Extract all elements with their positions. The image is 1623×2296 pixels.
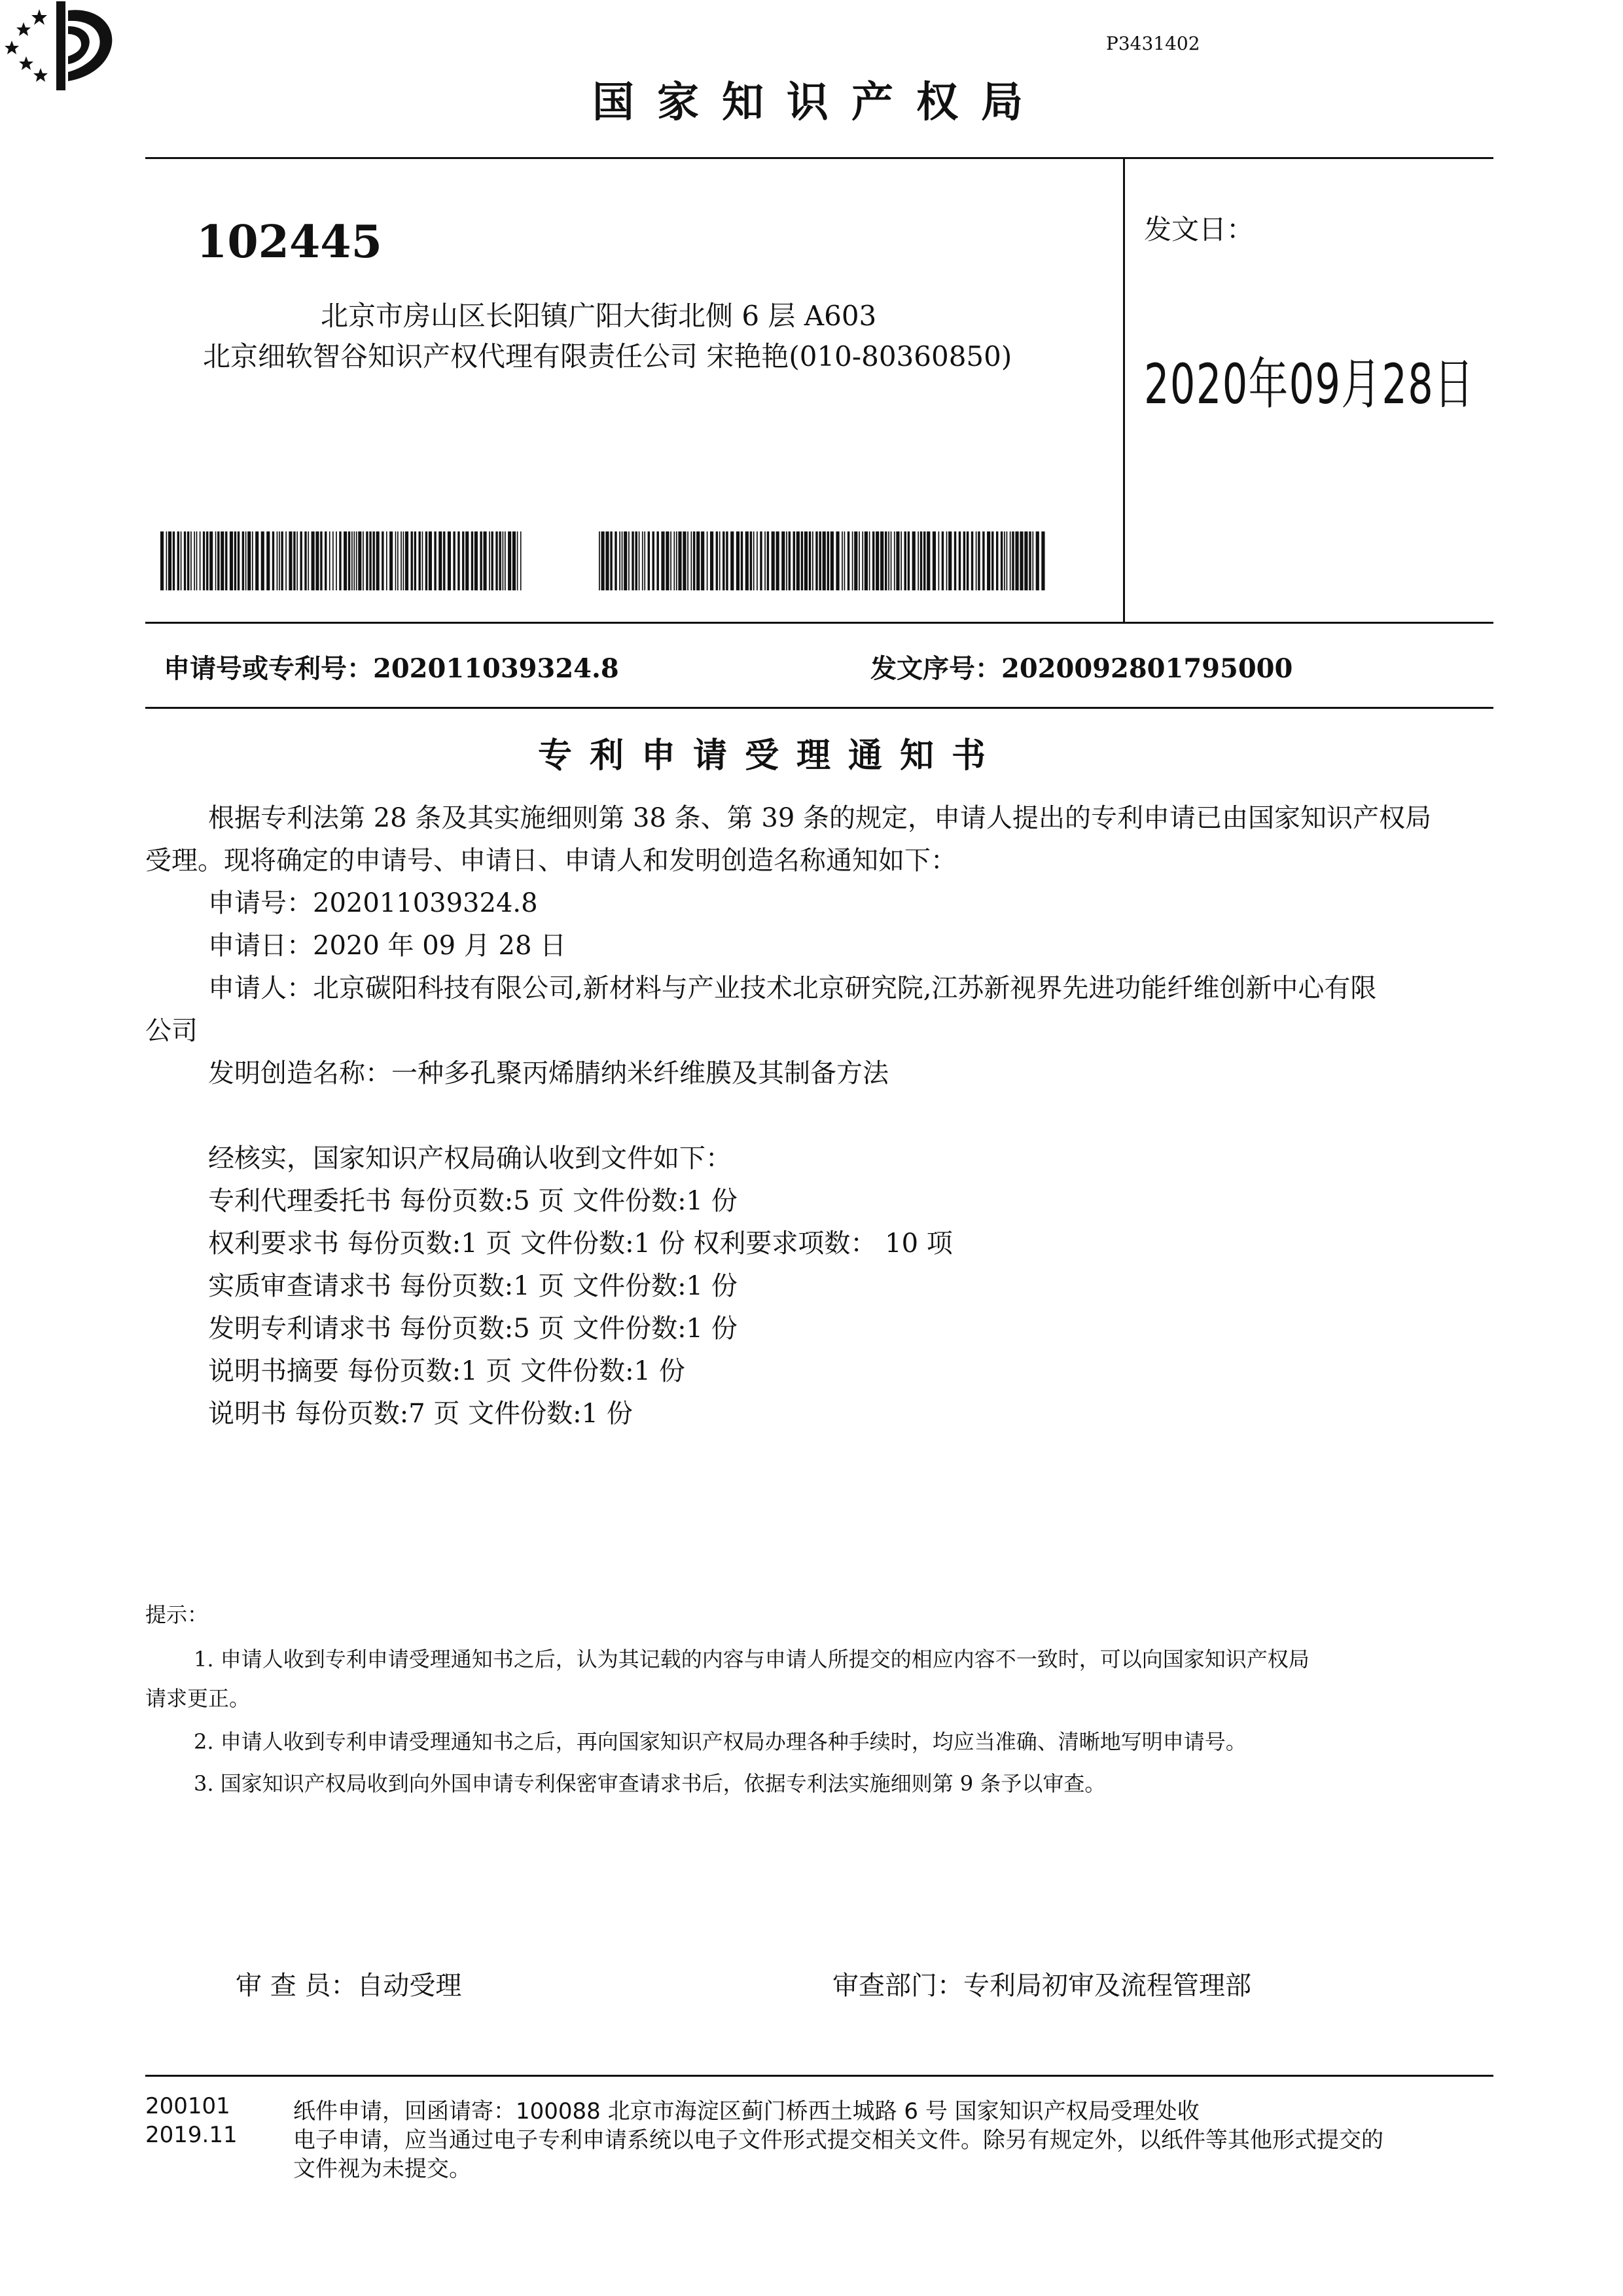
office-title: 国家知识产权局 bbox=[592, 79, 1046, 127]
cnipa-logo bbox=[0, 0, 131, 92]
star-icon bbox=[31, 9, 47, 25]
serial-number: 2020092801795000 bbox=[1001, 653, 1293, 684]
divider bbox=[145, 707, 1493, 709]
notice-title: 专利申请受理通知书 bbox=[538, 736, 1004, 776]
issue-date-label: 发文日： bbox=[1144, 213, 1255, 245]
footer-paper-filing: 纸件申请，回函请寄：100088 北京市海淀区蓟门桥西土城路 6 号 国家知识产权局受理处收 bbox=[293, 2098, 1200, 2125]
received-file-item: 实质审查请求书 每份页数:1 页 文件份数:1 份 bbox=[208, 1271, 738, 1301]
postcode: 102445 bbox=[196, 216, 382, 268]
footer-electronic-filing: 电子申请，应当通过电子专利申请系统以电子文件形式提交相关文件。除另有规定外，以纸件等其他形式提交的 bbox=[293, 2127, 1383, 2153]
divider bbox=[145, 2075, 1493, 2077]
received-file-item: 说明书摘要 每份页数:1 页 文件份数:1 份 bbox=[208, 1356, 685, 1386]
application-number-line bbox=[164, 648, 619, 685]
barcode bbox=[160, 531, 524, 590]
notice-intro: 根据专利法第 28 条及其实施细则第 38 条、第 39 条的规定，申请人提出的专利申请已由国家知识产权局 bbox=[208, 803, 1431, 833]
divider bbox=[145, 157, 1493, 159]
application-number-field: 申请号：202011039324.8 bbox=[208, 888, 538, 918]
applicants-field: 申请人：北京碳阳科技有限公司,新材料与产业技术北京研究院,江苏新视界先进功能纤维创新中心有限 bbox=[208, 973, 1377, 1003]
footer-electronic-filing-cont: 文件视为未提交。 bbox=[293, 2156, 471, 2182]
filing-date-field: 申请日：2020 年 09 月 28 日 bbox=[208, 931, 567, 961]
tip-item: 3. 国家知识产权局收到向外国申请专利保密审查请求书后，依据专利法实施细则第 9 条予以审查。 bbox=[194, 1771, 1106, 1796]
received-file-item: 专利代理委托书 每份页数:5 页 文件份数:1 份 bbox=[208, 1186, 738, 1216]
serial-number-label: 发文序号： bbox=[870, 653, 1001, 684]
divider bbox=[1123, 157, 1125, 623]
tip-item-cont: 请求更正。 bbox=[145, 1686, 251, 1711]
star-icon bbox=[19, 56, 33, 70]
form-version-date: 2019.11 bbox=[145, 2122, 238, 2148]
received-files-intro: 经核实，国家知识产权局确认收到文件如下： bbox=[208, 1143, 732, 1174]
serial-number-line bbox=[870, 648, 1293, 685]
tips-label: 提示： bbox=[145, 1602, 209, 1627]
star-icon bbox=[33, 68, 48, 82]
ip-emblem-icon bbox=[56, 1, 65, 90]
recipient-agency: 北京细软智谷知识产权代理有限责任公司 宋艳艳(010-80360850) bbox=[203, 340, 1012, 372]
star-icon bbox=[5, 41, 19, 54]
examiner: 审 查 员：自动受理 bbox=[236, 1971, 462, 2001]
invention-title-field: 发明创造名称：一种多孔聚丙烯腈纳米纤维膜及其制备方法 bbox=[208, 1058, 889, 1088]
application-number-label: 申请号或专利号： bbox=[164, 653, 373, 684]
issue-date: 2020年09月28日 bbox=[1144, 352, 1475, 416]
document-code: P3431402 bbox=[1106, 33, 1200, 54]
form-code: 200101 bbox=[145, 2093, 230, 2119]
tip-item: 2. 申请人收到专利申请受理通知书之后，再向国家知识产权局办理各种手续时，均应当准确、清晰地写明申请号。 bbox=[194, 1729, 1247, 1754]
received-file-item: 发明专利请求书 每份页数:5 页 文件份数:1 份 bbox=[208, 1314, 738, 1344]
received-file-item: 说明书 每份页数:7 页 文件份数:1 份 bbox=[208, 1399, 633, 1429]
star-icon bbox=[16, 22, 31, 36]
examining-department: 审查部门：专利局初审及流程管理部 bbox=[832, 1971, 1251, 2001]
recipient-address: 北京市房山区长阳镇广阳大街北侧 6 层 A603 bbox=[321, 300, 877, 332]
tip-item: 1. 申请人收到专利申请受理通知书之后，认为其记载的内容与申请人所提交的相应内容不一致时，可以向国家知识产权局 bbox=[194, 1647, 1310, 1672]
barcode bbox=[599, 531, 1047, 590]
notice-intro-cont: 受理。现将确定的申请号、申请日、申请人和发明创造名称通知如下： bbox=[145, 846, 957, 876]
applicants-field-cont: 公司 bbox=[145, 1016, 198, 1046]
received-file-item: 权利要求书 每份页数:1 页 文件份数:1 份 权利要求项数： 10 项 bbox=[208, 1229, 953, 1259]
divider bbox=[145, 622, 1493, 624]
application-number: 202011039324.8 bbox=[373, 653, 619, 684]
